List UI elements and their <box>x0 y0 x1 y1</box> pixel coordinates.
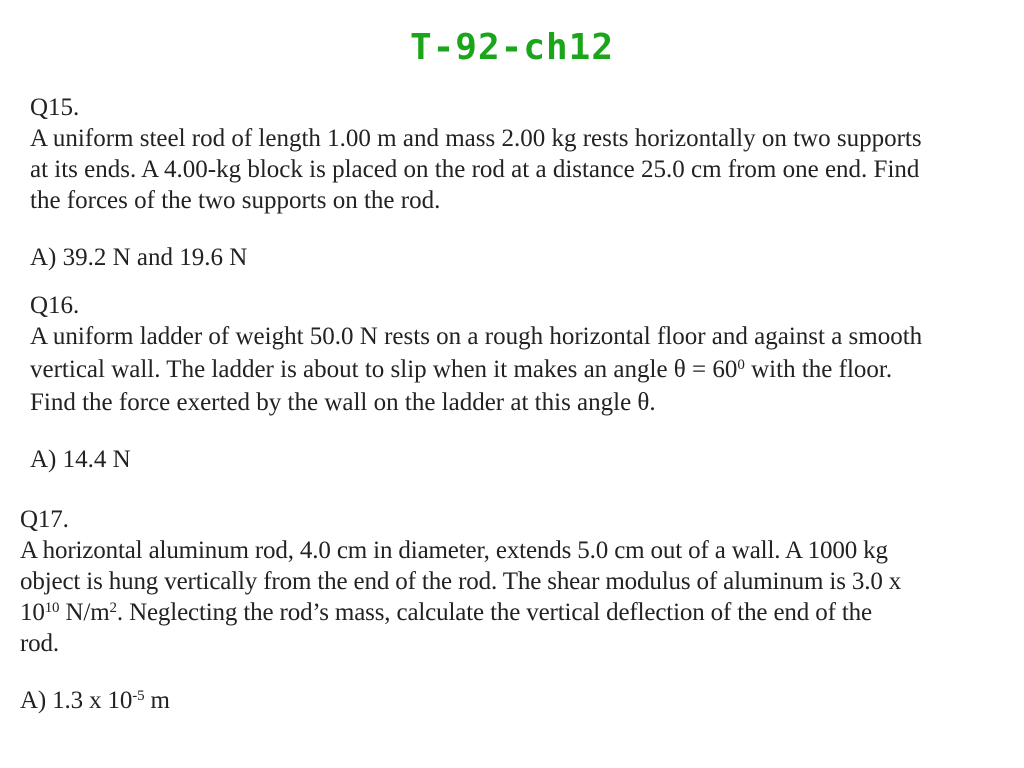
question-text-line <box>20 597 901 628</box>
answer-text <box>20 685 901 716</box>
question-text-line: Find the force exerted by the wall on the ladder at this angle θ. <box>30 389 656 416</box>
text-segment: with the floor. <box>744 356 893 383</box>
text-segment: N/m <box>59 599 110 626</box>
answer-text: A) 39.2 N and 19.6 N <box>30 244 248 271</box>
text-segment: vertical wall. The ladder is about to slip when it makes an angle θ = 60 <box>30 356 738 383</box>
question-label: Q15. <box>30 94 80 121</box>
text-segment: . Neglecting the rod’s mass, calculate the vertical deflection of the end of the <box>116 599 872 626</box>
question-text-line: A uniform ladder of weight 50.0 N rests on a rough horizontal floor and against a smooth <box>30 323 923 350</box>
question-text-line: the forces of the two supports on the rod. <box>30 187 441 214</box>
slide-title: T-92-ch12 <box>409 27 615 68</box>
question-text-line: rod. <box>20 630 59 657</box>
question-text-line: object is hung vertically from the end of the rod. The shear modulus of aluminum is 3.0 x <box>20 568 902 595</box>
text-segment: 10 <box>20 599 45 626</box>
question-label: Q17. <box>20 506 69 533</box>
question-text-line <box>30 354 922 385</box>
question-15 <box>30 92 922 273</box>
question-text-line: at its ends. A 4.00-kg block is placed on the rod at a distance 25.0 cm from one end. Find <box>30 156 920 183</box>
superscript-exponent: 10 <box>44 599 60 616</box>
question-16 <box>30 290 922 475</box>
text-segment: m <box>144 687 170 714</box>
question-text-line: A uniform steel rod of length 1.00 m and mass 2.00 kg rests horizontally on two supports <box>30 125 922 152</box>
question-label: Q16. <box>30 292 80 319</box>
superscript-exponent: 2 <box>109 599 117 616</box>
question-17 <box>20 504 901 716</box>
question-text-line: A horizontal aluminum rod, 4.0 cm in diameter, extends 5.0 cm out of a wall. A 1000 kg <box>20 537 888 564</box>
superscript-exponent: -5 <box>132 687 145 704</box>
superscript-degree: 0 <box>737 356 745 373</box>
text-segment: A) 1.3 x 10 <box>20 687 133 714</box>
answer-text: A) 14.4 N <box>30 446 131 473</box>
